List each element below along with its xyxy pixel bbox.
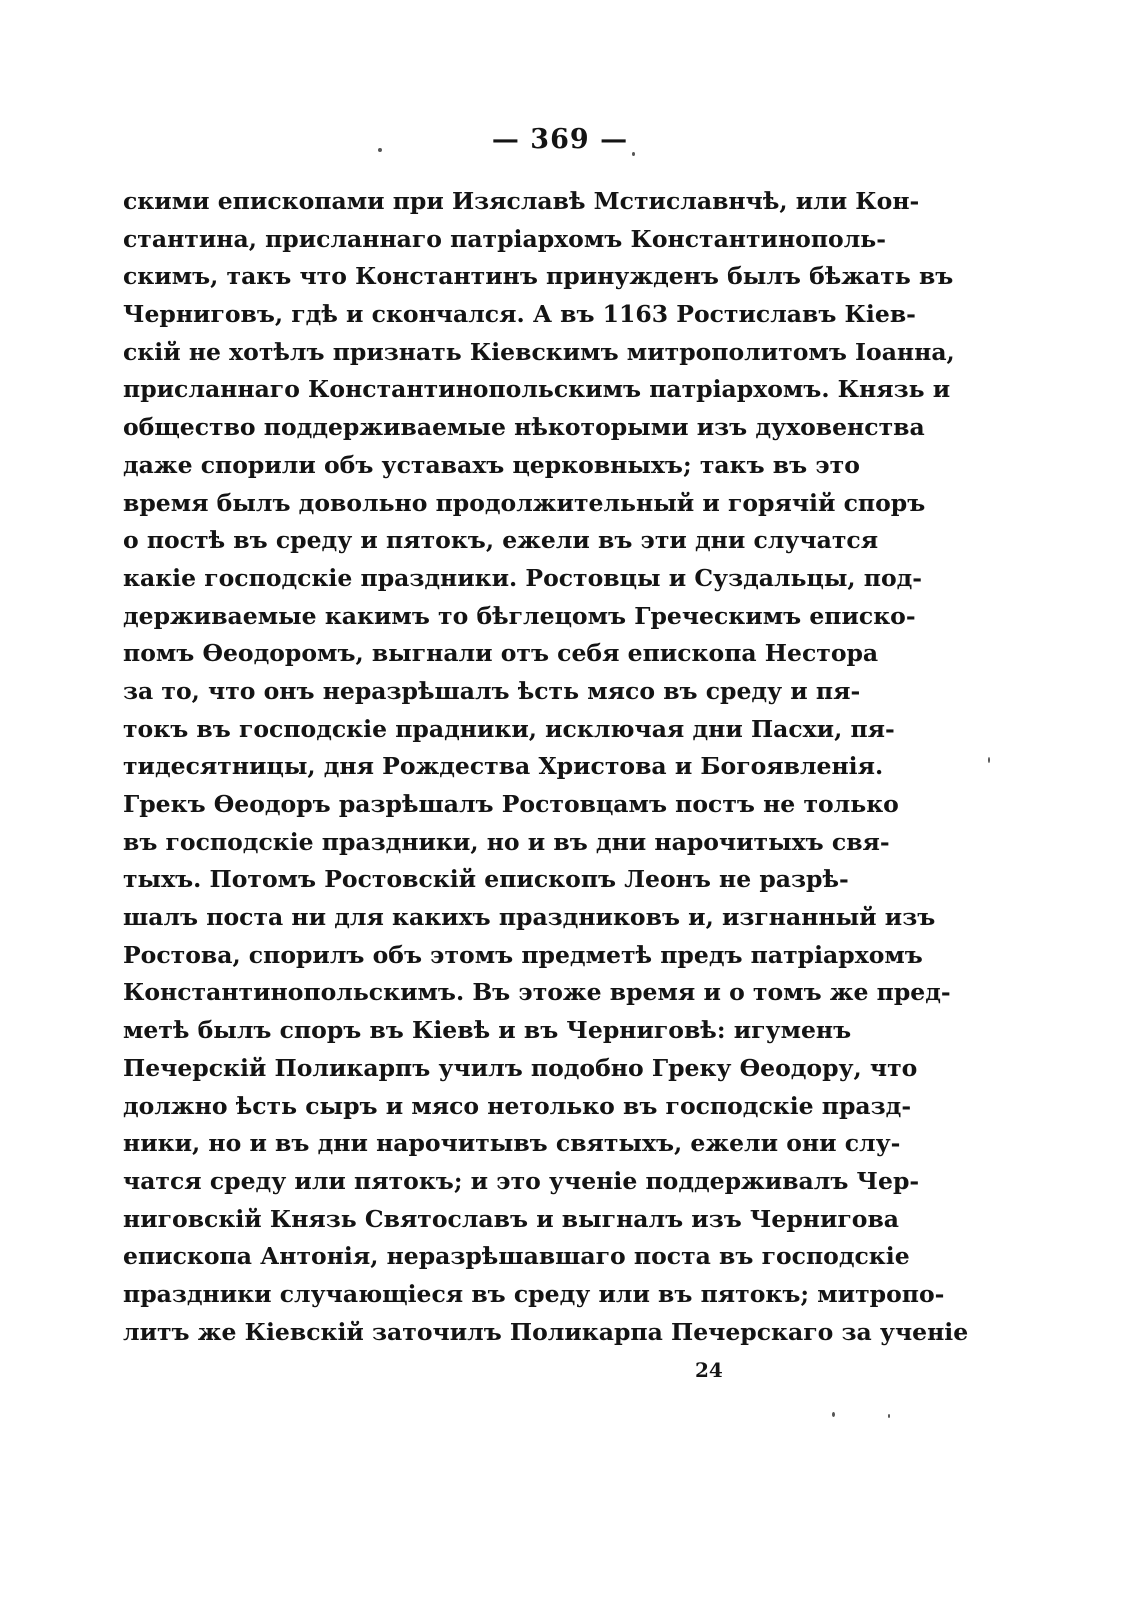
text-line: тидесятницы, дня Рождества Христова и Богоявленія. — [123, 752, 884, 781]
text-line: метѣ былъ споръ въ Кіевѣ и въ Черниговѣ: игуменъ — [123, 1016, 852, 1045]
text-line: Ростова, спорилъ объ этомъ предметѣ предъ патріархомъ — [123, 940, 923, 969]
text-line: ниговскій Князь Святославъ и выгналъ изъ Чернигова — [123, 1204, 900, 1233]
text-line: праздники случающіеся въ среду или въ пятокъ; митропо- — [123, 1279, 945, 1308]
scan-speck — [888, 1414, 890, 1418]
scan-speck — [632, 152, 635, 156]
text-line: въ господскіе праздники, но и въ дни нарочитыхъ свя- — [123, 827, 890, 856]
text-line: тыхъ. Потомъ Ростовскій епископъ Леонъ не разрѣ- — [123, 865, 849, 894]
text-line: о постѣ въ среду и пятокъ, ежели въ эти дни случатся — [123, 526, 879, 555]
scan-speck — [378, 148, 382, 152]
text-line: Грекъ Өеодоръ разрѣшалъ Ростовцамъ постъ не только — [123, 790, 899, 818]
page-number-header: — 369 — — [491, 124, 629, 155]
text-line: даже спорили объ уставахъ церковныхъ; такъ въ это — [123, 450, 860, 479]
text-line: епископа Антонія, неразрѣшавшаго поста въ господскіе — [123, 1242, 910, 1271]
body-text — [123, 183, 969, 1351]
text-line: шалъ поста ни для какихъ праздниковъ и, изгнанный изъ — [123, 903, 936, 932]
text-line: Черниговъ, гдѣ и скончался. А въ 1163 Ростиславъ Кіев- — [123, 300, 916, 329]
signature-mark: 24 — [695, 1358, 723, 1382]
text-line: стантина, присланнаго патріархомъ Константинополь- — [123, 224, 887, 253]
text-line: Константинопольскимъ. Въ этоже время и о томъ же пред- — [123, 978, 951, 1007]
text-line: помъ Өеодоромъ, выгнали отъ себя епископа Нестора — [123, 639, 879, 668]
text-line: присланнаго Константинопольскимъ патріархомъ. Князь и — [123, 375, 951, 404]
text-line: чатся среду или пятокъ; и это ученіе поддерживалъ Чер- — [123, 1166, 920, 1195]
text-line: общество поддерживаемые нѣкоторыми изъ духовенства — [123, 413, 925, 442]
scan-speck — [832, 1412, 835, 1417]
text-line: держиваемые какимъ то бѣглецомъ Греческимъ еписко- — [123, 601, 916, 630]
text-line: какіе господскіе праздники. Ростовцы и Суздальцы, под- — [123, 563, 923, 592]
text-line: за то, что онъ неразрѣшалъ ѣсть мясо въ среду и пя- — [123, 676, 861, 705]
text-line: должно ѣсть сыръ и мясо нетолько въ господскіе празд- — [123, 1091, 912, 1120]
text-line: скими епископами при Изяславѣ Мстиславнчѣ, или Кон- — [123, 187, 920, 215]
text-line: скимъ, такъ что Константинъ принужденъ былъ бѣжать въ — [123, 262, 954, 291]
text-line: ники, но и въ дни нарочитывъ святыхъ, ежели они слу- — [123, 1129, 901, 1158]
text-line: время былъ довольно продолжительный и горячій споръ — [123, 488, 926, 517]
text-line: литъ же Кіевскій заточилъ Поликарпа Печерскаго за ученіе — [123, 1317, 969, 1346]
scan-speck — [988, 757, 990, 763]
text-line: скій не хотѣлъ признать Кіевскимъ митрополитомъ Іоанна, — [123, 337, 955, 366]
text-line: Печерскій Поликарпъ училъ подобно Греку Өеодору, что — [123, 1053, 918, 1082]
text-line: токъ въ господскіе прадники, исключая дни Пасхи, пя- — [123, 714, 895, 743]
